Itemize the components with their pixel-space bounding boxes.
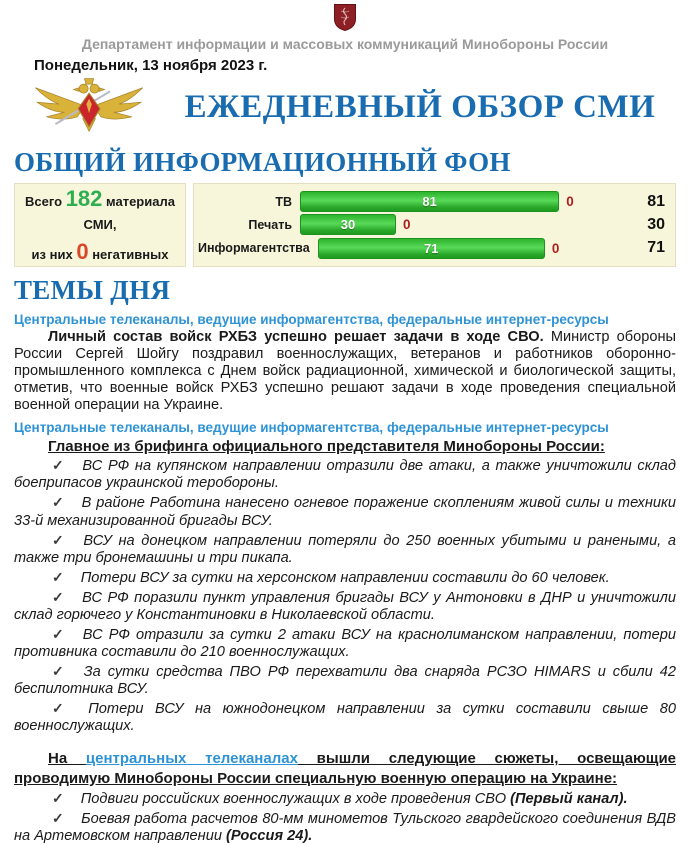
checkmark-icon: ✓ [52, 494, 65, 511]
chart-row [198, 190, 665, 213]
topics-section-heading: ТЕМЫ ДНЯ [14, 275, 171, 305]
briefing-item [14, 663, 676, 698]
page-title: ЕЖЕДНЕВНЫЙ ОБЗОР СМИ [184, 88, 656, 125]
tv-coverage-heading [14, 749, 676, 788]
overview-section-heading: ОБЩИЙ ИНФОРМАЦИОННЫЙ ФОН [14, 147, 511, 177]
briefing-item [14, 494, 676, 529]
media-summary-box [14, 183, 186, 267]
source-line-2: Центральные телеканалы, ведущие информагентства, федеральные интернет-ресурсы [14, 420, 609, 436]
checkmark-icon: ✓ [52, 457, 66, 474]
lead-story-title: Личный состав войск РХБЗ успешно решает задачи в ходе СВО. [48, 329, 544, 345]
lead-story-text: Министр обороны России Сергей Шойгу поздравил военнослужащих, ветеранов и работников оборонно-промышленного комплекса с Днем войск радиационной, химической и биологической защиты, отметив, что военные войск РХБЗ успешно решают задачи в ходе проведения специальной военной операции на Украине. [14, 329, 676, 414]
checkmark-icon: ✓ [52, 663, 67, 679]
tv-item-text: Боевая работа расчетов 80-мм минометов Тульского гвардейского соединения ВДВ на Артемовском направлении [14, 811, 677, 845]
media-stats-row [14, 183, 676, 267]
chart-total-value: 30 [647, 215, 665, 233]
briefing-item-text: В районе Работина нанесено огневое поражение скоплениям живой силы и техники 33-й механизированной бригады ВСУ. [14, 495, 676, 529]
briefing-item [14, 569, 676, 587]
checkmark-icon: ✓ [52, 531, 67, 548]
chart-total-value: 71 [647, 239, 665, 257]
briefing-item [14, 457, 676, 492]
chart-bar: 30 [300, 214, 396, 235]
tv-item [14, 810, 676, 845]
briefing-item [14, 589, 676, 624]
report-date: Понедельник, 13 ноября 2023 г. [34, 57, 268, 74]
chart-category-label: Информагентства [198, 241, 310, 256]
tv-heading-part2: вышли следующие сюжеты, освещающие проводимую Минобороны России специальную военную операцию на Украине: [14, 750, 677, 787]
chart-negative-value: 0 [403, 217, 411, 233]
tv-item-channel: (Россия 24). [226, 828, 313, 845]
tv-heading-highlight: центральных телеканалах [85, 750, 298, 768]
chart-bar: 81 [300, 191, 559, 212]
mod-eagle-emblem-icon [14, 75, 164, 140]
checkmark-icon: ✓ [52, 625, 66, 642]
title-row [14, 75, 676, 139]
briefing-heading: Главное из брифинга официального представителя Минобороны России: [48, 438, 605, 456]
source-line-1: Центральные телеканалы, ведущие информагентства, федеральные интернет-ресурсы [14, 312, 609, 327]
briefing-item [14, 700, 676, 735]
total-count: 182 [65, 186, 103, 212]
chart-row [198, 237, 665, 260]
media-bar-chart [193, 183, 676, 267]
chart-negative-value: 0 [566, 194, 574, 210]
briefing-item-text: ВС РФ отразили за сутки 2 атаки ВСУ на краснолиманском направлении, потери противника составили до 210 военнослужащих. [14, 626, 676, 660]
summary-negative-line: из них 0 негативных [31, 238, 169, 264]
briefing-item-text: ВС РФ на купянском направлении отразили две атаки, а также уничтожили склад боеприпасов украинской теробороны. [14, 458, 676, 492]
checkmark-icon: ✓ [52, 568, 64, 585]
chart-category-label: Печать [248, 217, 292, 232]
chart-bar-area [300, 191, 631, 212]
briefing-item-text: ВСУ на донецком направлении потеряли до 250 военных убитыми и ранеными, а также три бронемашины и три пикапа. [14, 532, 677, 566]
chart-negative-value: 0 [551, 240, 560, 256]
chart-bar: 71 [318, 238, 545, 259]
chart-row [198, 213, 665, 236]
briefing-item-text: За сутки средства ПВО РФ перехватили два снаряда РСЗО HIMARS и сбили 42 беспилотника ВСУ. [14, 664, 676, 698]
checkmark-icon: ✓ [52, 588, 66, 605]
tv-heading-part1: На [48, 750, 86, 768]
briefing-item [14, 626, 676, 661]
checkmark-icon: ✓ [52, 700, 72, 717]
briefing-item [14, 532, 676, 567]
tv-list [14, 790, 676, 845]
department-name: Департамент информации и массовых коммуникаций Минобороны России [81, 36, 609, 52]
checkmark-icon: ✓ [52, 790, 64, 807]
briefing-item-text: Потери ВСУ на южнодонецком направлении за сутки составили свыше 80 военнослужащих. [14, 701, 676, 735]
summary-total-line: Всего 182 материала СМИ, [25, 186, 175, 233]
negative-count: 0 [76, 238, 89, 264]
briefing-list [14, 457, 676, 735]
lead-story [14, 329, 676, 414]
checkmark-icon: ✓ [52, 810, 65, 827]
briefing-item-text: ВС РФ поразили пункт управления бригады ВСУ у Антоновки в ДНР и уничтожили склад горючего у Константиновки в Николаевской области. [14, 589, 676, 623]
chart-bar-area [318, 238, 631, 259]
department-shield-icon [14, 3, 676, 33]
chart-total-value: 81 [647, 192, 665, 210]
tv-item-channel: (Первый канал). [510, 791, 628, 808]
tv-item-text: Подвиги российских военнослужащих в ходе проведения СВО [80, 791, 511, 808]
tv-item [14, 790, 676, 808]
briefing-item-text: Потери ВСУ за сутки на херсонском направлении составили до 60 человек. [80, 569, 610, 586]
chart-category-label: ТВ [275, 194, 292, 209]
chart-bar-area [300, 214, 631, 235]
